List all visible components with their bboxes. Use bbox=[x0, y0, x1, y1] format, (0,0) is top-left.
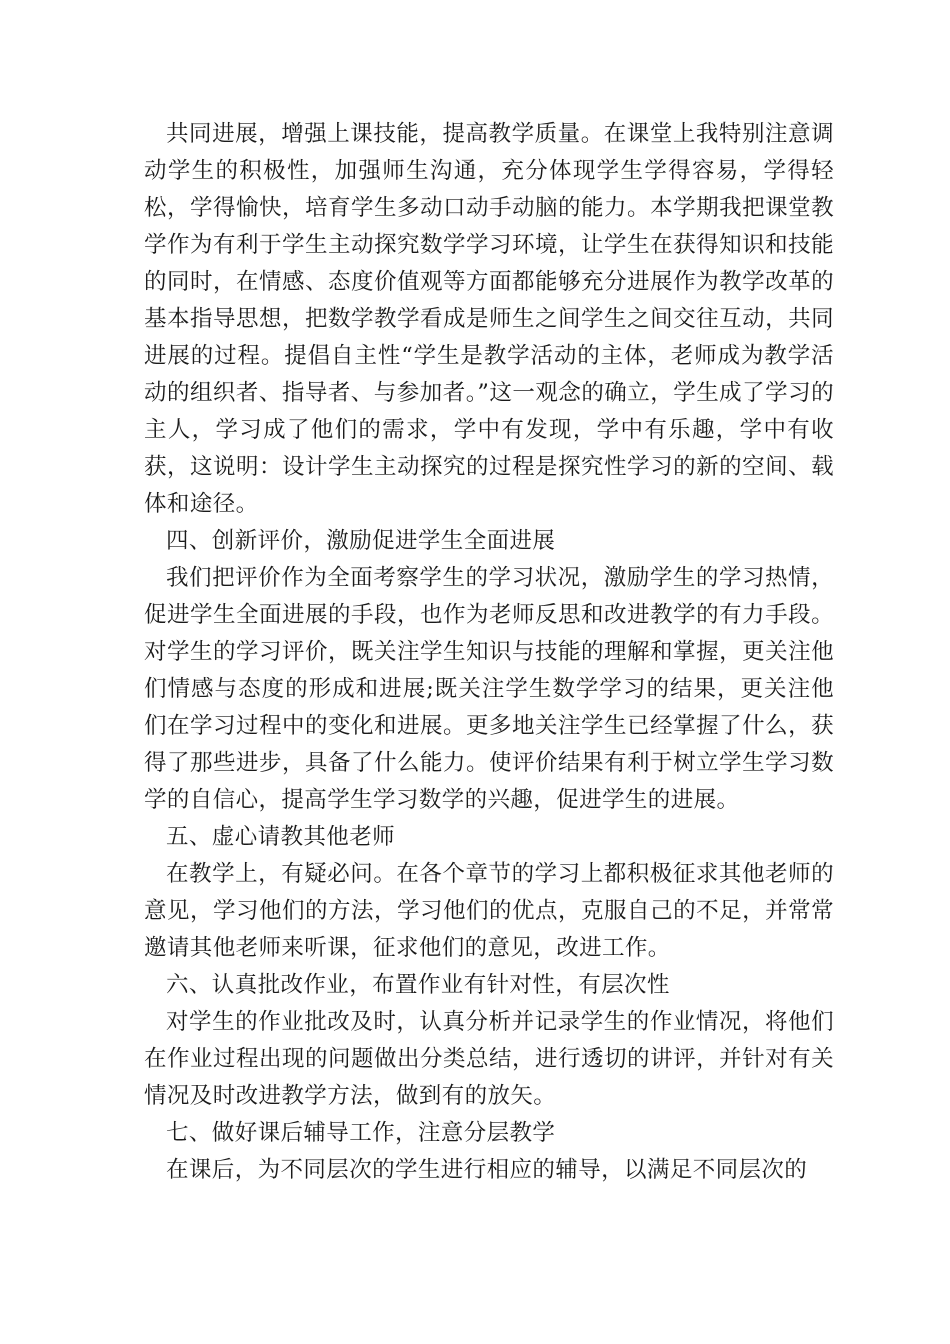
section-heading-5: 五、虚心请教其他老师 bbox=[166, 824, 396, 850]
section-heading-4: 四、创新评价，激励促进学生全面进展 bbox=[166, 528, 556, 554]
paragraph-evaluation: 我们把评价作为全面考察学生的学习状况，激励学生的学习热情，促进学生全面进展的手段，也作为老师反思和改进教学的有力手段。对学生的学习评价，既关注学生知识与技能的理解和掌握，更关注他们情感与态度的形成和进展;既关注学生数学学习的结果，更关注他们在学习过程中的变化和进展。更多地关注学生已经掌握了什么，获得了那些进步，具备了什么能力。使评价结果有利于树立学生学习数学的自信心，提高学生学习数学的兴趣，促进学生的进展。 bbox=[144, 565, 834, 813]
paragraph-homework: 对学生的作业批改及时，认真分析并记录学生的作业情况，将他们在作业过程出现的问题做出分类总结，进行透切的讲评，并针对有关情况及时改进教学方法，做到有的放矢。 bbox=[144, 1009, 834, 1109]
document-page bbox=[144, 116, 834, 1189]
paragraph-tutoring: 在课后，为不同层次的学生进行相应的辅导，以满足不同层次的 bbox=[166, 1157, 808, 1183]
section-heading-7: 七、做好课后辅导工作，注意分层教学 bbox=[166, 1120, 556, 1146]
paragraph-consult-teachers: 在教学上，有疑必问。在各个章节的学习上都积极征求其他老师的意见，学习他们的方法，学习他们的优点，克服自己的不足，并常常邀请其他老师来听课，征求他们的意见，改进工作。 bbox=[144, 861, 834, 961]
paragraph-teaching-quality: 共同进展，增强上课技能，提高教学质量。在课堂上我特别注意调动学生的积极性，加强师生沟通，充分体现学生学得容易，学得轻松，学得愉快，培育学生多动口动手动脑的能力。本学期我把课堂教学作为有利于学生主动探究数学学习环境，让学生在获得知识和技能的同时，在情感、态度价值观等方面都能够充分进展作为教学改革的基本指导思想，把数学教学看成是师生之间学生之间交往互动，共同进展的过程。提倡自主性“学生是教学活动的主体，老师成为教学活动的组织者、指导者、与参加者。”这一观念的确立，学生成了学习的主人，学习成了他们的需求，学中有发现，学中有乐趣，学中有收获，这说明：设计学生主动探究的过程是探究性学习的新的空间、载体和途径。 bbox=[144, 121, 834, 517]
section-heading-6: 六、认真批改作业，布置作业有针对性，有层次性 bbox=[166, 972, 670, 998]
